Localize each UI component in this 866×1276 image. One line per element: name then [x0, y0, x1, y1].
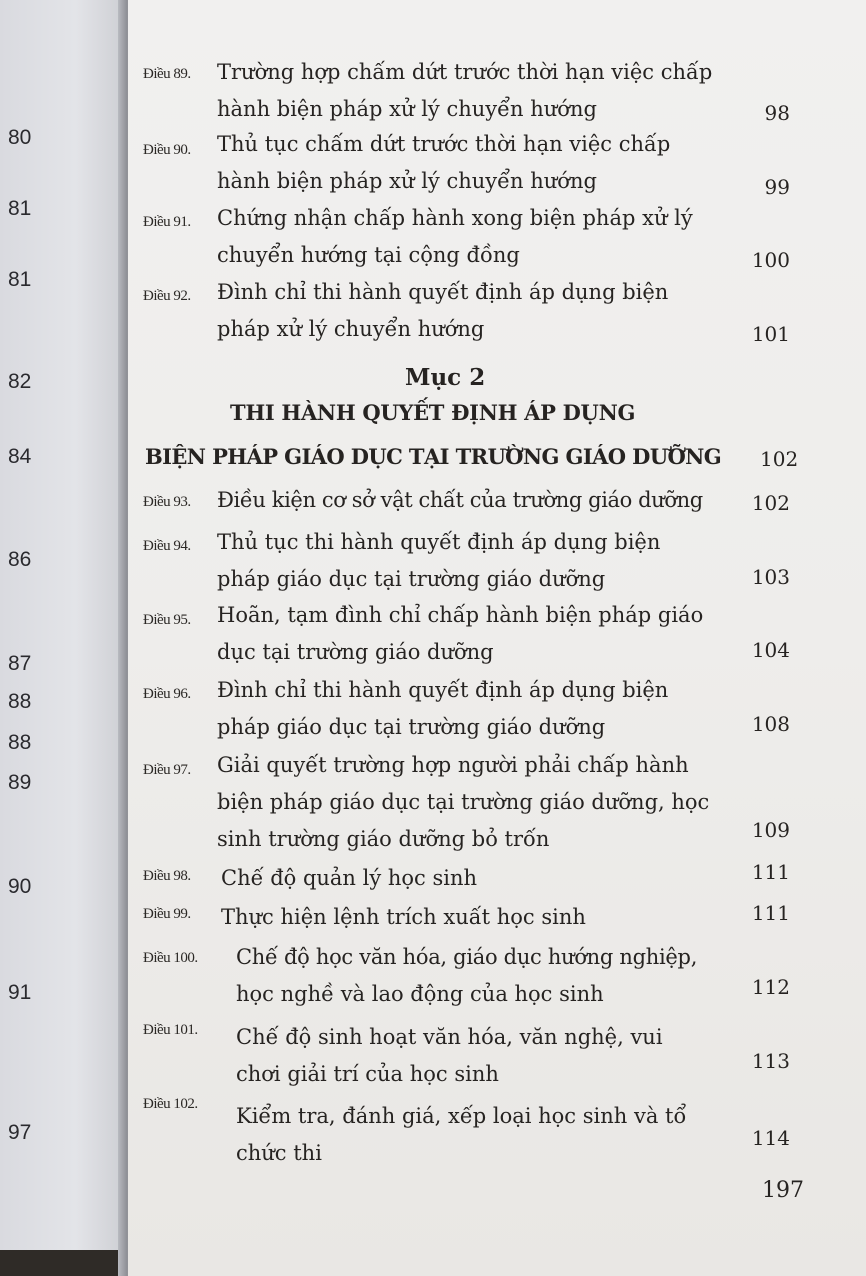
article-label: Điều 89. — [143, 66, 191, 82]
article-title: Đình chỉ thi hành quyết định áp dụng biện pháp xử lý chuyển hướng — [217, 280, 669, 341]
left-page-number: 89 — [8, 771, 32, 794]
page-ref: 111 — [751, 901, 790, 925]
article-label: Điều 93. — [143, 494, 191, 510]
page-ref: 109 — [751, 818, 790, 842]
article-title: Thực hiện lệnh trích xuất học sinh — [221, 905, 586, 929]
article-title: Thủ tục chấm dứt trước thời hạn việc chấp hành biện pháp xử lý chuyển hướng — [217, 132, 671, 193]
article-title: Chế độ sinh hoạt văn hóa, văn nghệ, vui chơi giải trí của học sinh — [236, 1025, 663, 1086]
left-page-number: 91 — [8, 981, 32, 1004]
article-label: Điều 96. — [143, 686, 191, 702]
article-label: Điều 99. — [143, 906, 191, 922]
left-page-number: 81 — [8, 268, 32, 291]
article-label: Điều 98. — [143, 868, 191, 884]
left-page-number: 86 — [8, 548, 32, 571]
section-title-line1: THI HÀNH QUYẾT ĐỊNH ÁP DỤNG — [230, 400, 636, 425]
left-page-number: 90 — [8, 875, 32, 898]
section-label: Mục 2 — [405, 364, 486, 391]
article-label: Điều 102. — [143, 1096, 198, 1112]
left-page-number: 80 — [8, 126, 32, 149]
article-label: Điều 100. — [143, 950, 198, 966]
page-ref: 113 — [751, 1049, 790, 1073]
left-page-number: 87 — [8, 652, 32, 675]
page-ref: 102 — [751, 491, 790, 515]
left-page-number: 82 — [8, 370, 32, 393]
article-title: Kiểm tra, đánh giá, xếp loại học sinh và tổ chức thi — [236, 1104, 687, 1165]
article-label: Điều 95. — [143, 612, 191, 628]
article-title: Điều kiện cơ sở vật chất của trường giáo dưỡng — [217, 488, 703, 512]
left-page-number: 88 — [8, 731, 32, 754]
page-number: 197 — [762, 1178, 804, 1203]
page-ref: 111 — [751, 860, 790, 884]
page-ref: 101 — [751, 322, 790, 346]
page-ref: 112 — [751, 975, 790, 999]
page-ref: 108 — [751, 712, 790, 736]
article-label: Điều 91. — [143, 214, 191, 230]
page-ref: 104 — [751, 638, 790, 662]
section-title-line2: BIỆN PHÁP GIÁO DỤC TẠI TRƯỜNG GIÁO DƯỠNG — [145, 444, 722, 469]
page-ref: 103 — [751, 565, 790, 589]
left-page-number: 81 — [8, 197, 32, 220]
article-title: Trường hợp chấm dứt trước thời hạn việc chấp hành biện pháp xử lý chuyển hướng — [217, 60, 713, 121]
article-label: Điều 92. — [143, 288, 191, 304]
article-title: Đình chỉ thi hành quyết định áp dụng biện pháp giáo dục tại trường giáo dưỡng — [217, 678, 669, 739]
page-ref: 99 — [764, 175, 790, 199]
article-title: Giải quyết trường hợp người phải chấp hành biện pháp giáo dục tại trường giáo dưỡng, học sinh trường giáo dưỡng bỏ trốn — [217, 753, 710, 851]
left-page-number: 97 — [8, 1121, 32, 1144]
page-ref: 100 — [751, 248, 790, 272]
article-title: Chế độ học văn hóa, giáo dục hướng nghiệp, học nghề và lao động của học sinh — [236, 945, 698, 1006]
section-page-ref: 102 — [760, 447, 799, 471]
page-ref: 114 — [751, 1126, 790, 1150]
article-title: Chế độ quản lý học sinh — [221, 866, 478, 890]
article-title: Chứng nhận chấp hành xong biện pháp xử lý chuyển hướng tại cộng đồng — [217, 206, 693, 267]
article-title: Hoãn, tạm đình chỉ chấp hành biện pháp giáo dục tại trường giáo dưỡng — [217, 603, 704, 664]
article-title: Thủ tục thi hành quyết định áp dụng biện pháp giáo dục tại trường giáo dưỡng — [217, 530, 661, 591]
article-label: Điều 101. — [143, 1022, 198, 1038]
left-page-number: 88 — [8, 690, 32, 713]
article-label: Điều 97. — [143, 762, 191, 778]
left-page-number: 84 — [8, 445, 32, 468]
article-label: Điều 90. — [143, 142, 191, 158]
article-label: Điều 94. — [143, 538, 191, 554]
left-page — [0, 0, 126, 1250]
page-ref: 98 — [764, 101, 790, 125]
